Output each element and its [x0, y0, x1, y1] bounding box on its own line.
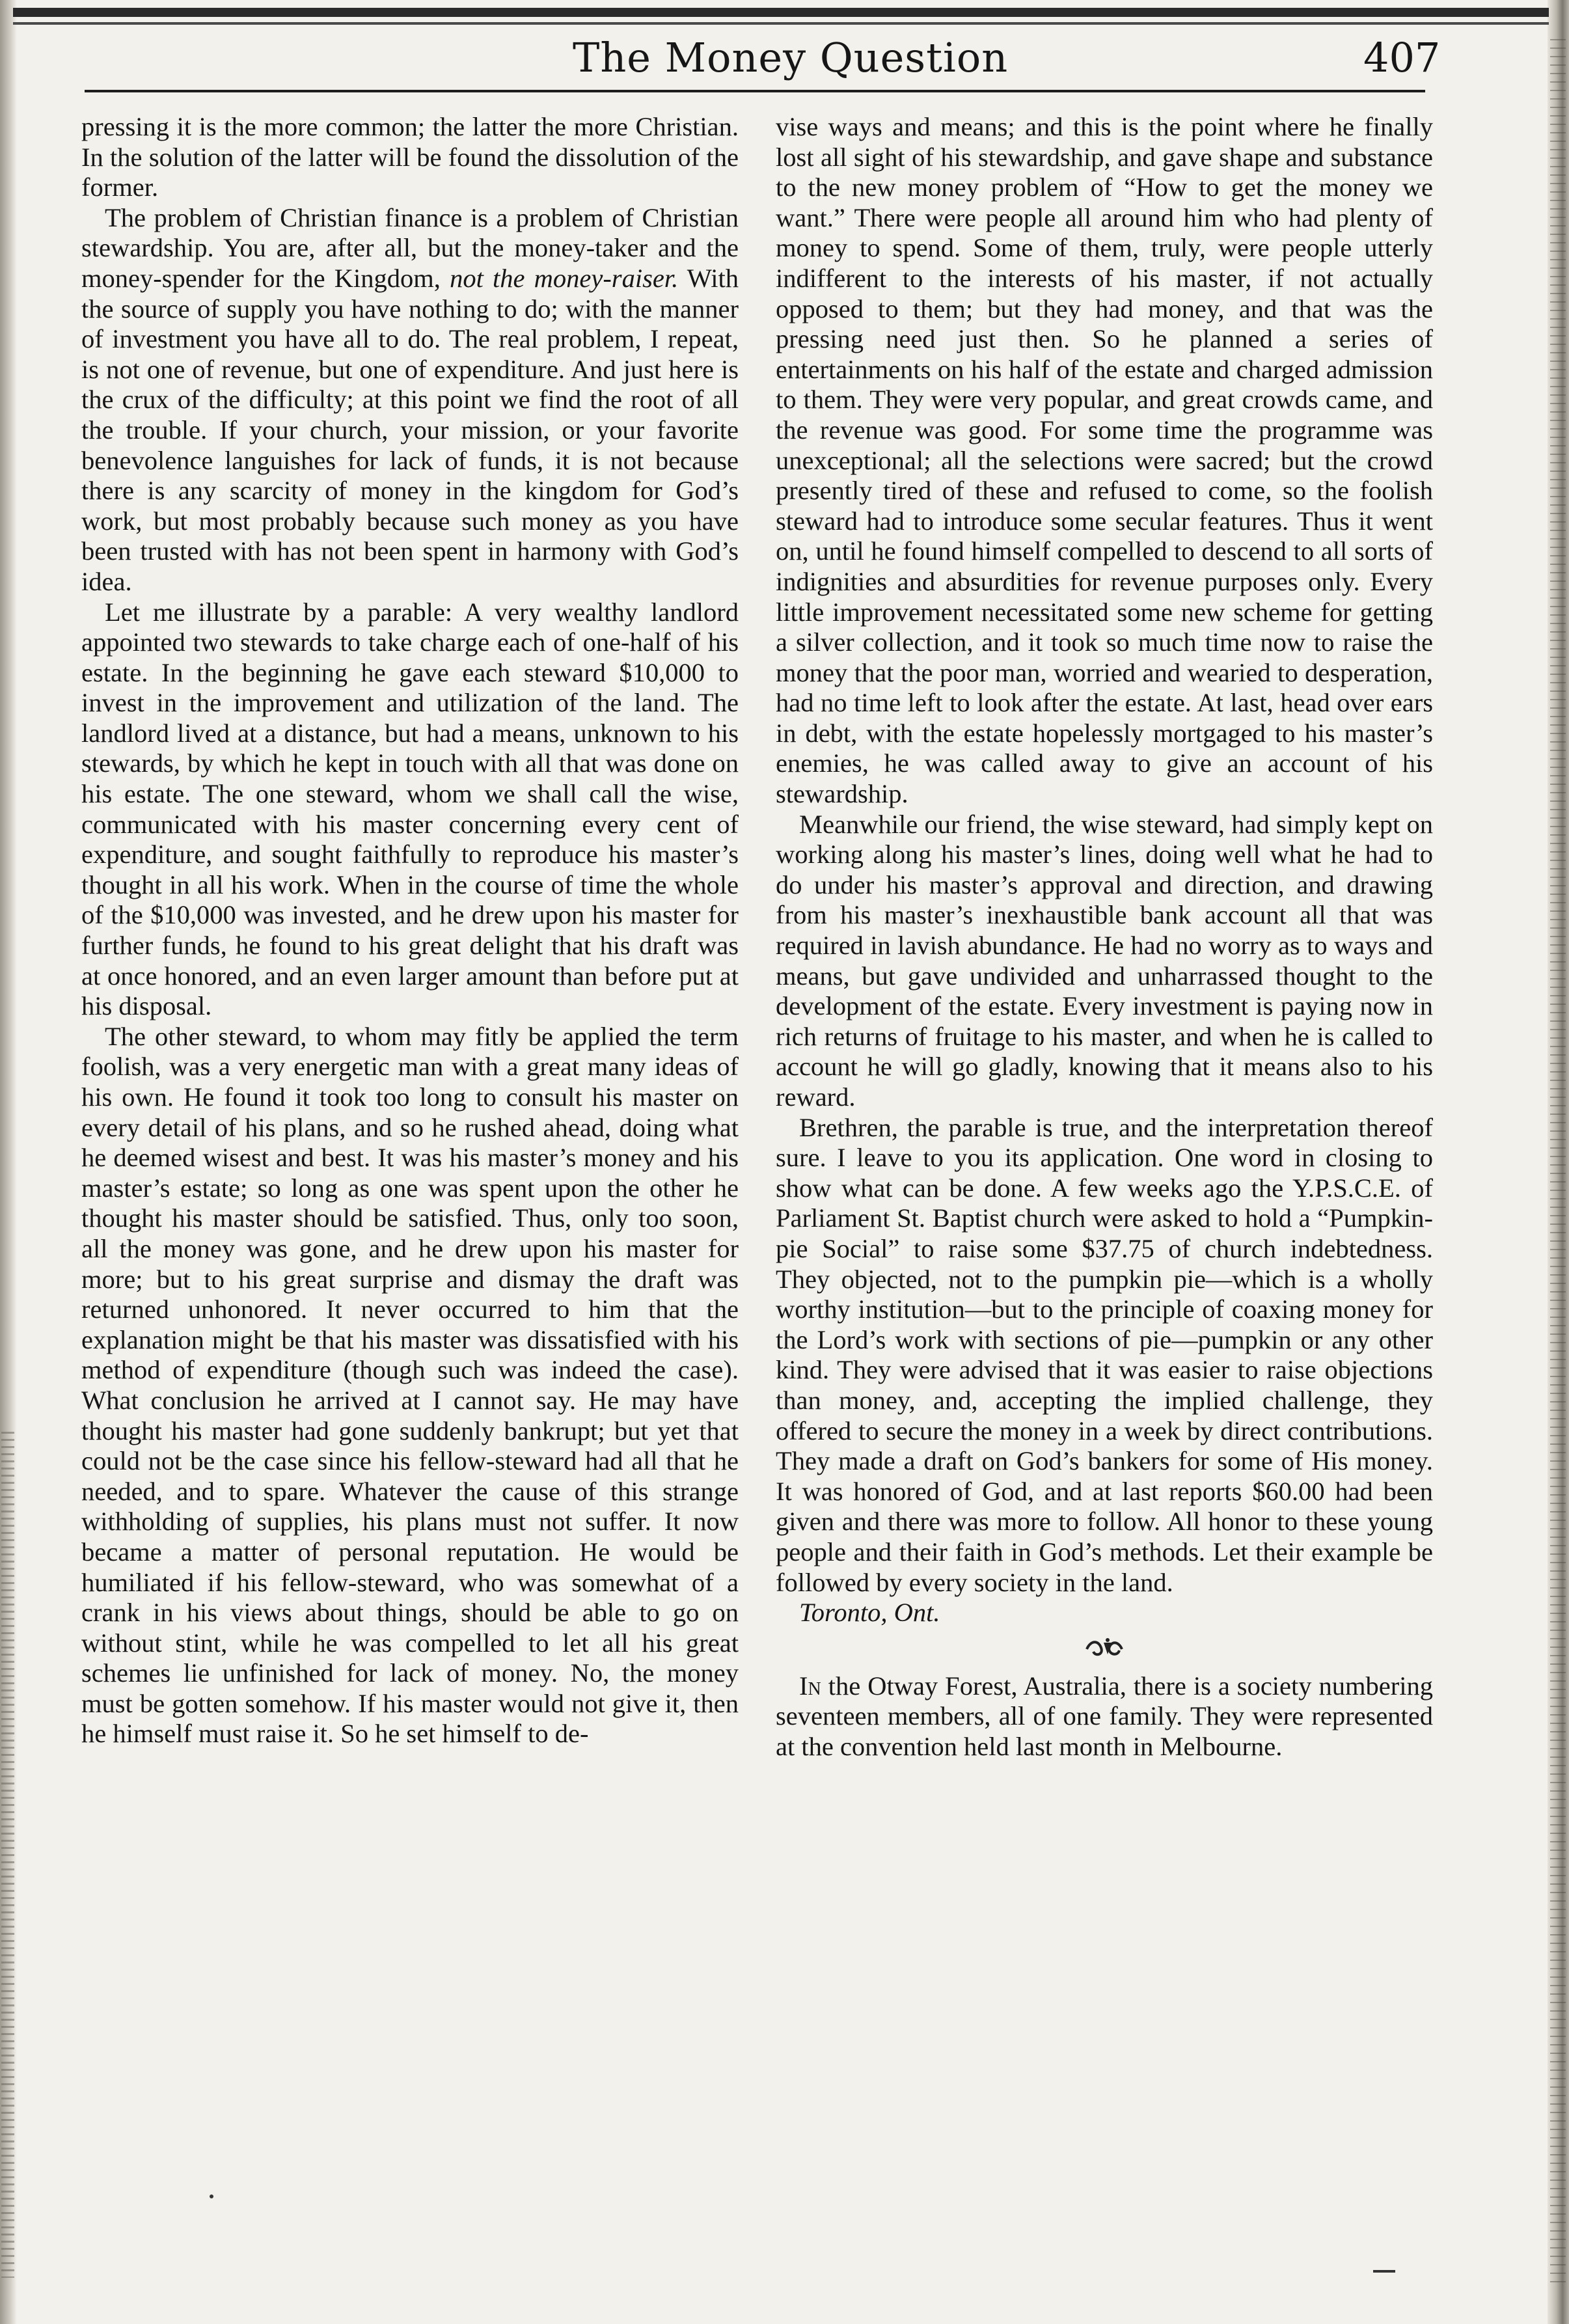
floral-ornament-icon [776, 1635, 1433, 1663]
running-title: The Money Question [573, 34, 1009, 81]
paragraph: pressing it is the more common; the latter the more Christian. In the solution of the latter will be found the dissolution of the former. [81, 112, 739, 202]
paragraph-text: the Otway Forest, Australia, there is a society numbering seventeen members, all of one family. They were represented at the convention held last month in Melbourne. [776, 1671, 1433, 1761]
paragraph [81, 203, 739, 597]
print-mark [1373, 2270, 1395, 2273]
paragraph-text: With the source of supply you have nothing to do; with the manner of investment you have all to do. The real problem, I repeat, is not one of revenue, but one of expenditure. And just here is the crux of the difficulty; at this point we find the root of all the trouble. If your church, your mission, or your favorite benevolence languishes for lack of funds, it is not because there is any scarcity of money in the kingdom for God’s work, but most probably because such money as you have been trusted with has not been spent in harmony with God’s idea. [81, 263, 739, 596]
page-number: 407 [1363, 34, 1441, 81]
paragraph: vise ways and means; and this is the point where he finally lost all sight of his stewardship, and gave shape and substance to the new money problem of “How to get the money we want.” There were people all around him who had plenty of money to spend. Some of them, truly, were people utterly indifferent to the interests of his master, if not actually opposed to them; but they had money, and that was the pressing need just then. So he planned a series of entertainments on his half of the estate and charged admission to them. They were very popular, and great crowds came, and the revenue was good. For some time the programme was unexceptional; all the selections were sacred; but the crowd presently tired of these and refused to come, so the foolish steward had to introduce some secular features. Thus it went on, until he found himself compelled to descend to all sorts of indignities and absurdities for revenue purposes only. Every little improvement necessitated some new scheme for getting a silver collection, and it took so much time now to raise the money that the poor man, worried and wearied to desperation, had no time left to look after the estate. At last, head over ears in debt, with the estate hopelessly mortgaged to his master’s enemies, he was called away to give an account of his stewardship. [776, 112, 1433, 809]
right-column [776, 112, 1433, 2142]
paragraph-lead-word: In [799, 1671, 821, 1701]
italic-phrase: not the money-raiser. [450, 263, 679, 293]
paragraph-text: The problem of Christian finance is a problem of Christian stewardship. You are, after all, but the money-taker and the money-spender for the Kingdom, [81, 202, 739, 293]
left-column [81, 112, 739, 2142]
binding-texture-right [1550, 39, 1566, 2284]
paragraph [776, 1671, 1433, 1762]
paragraph: Brethren, the parable is true, and the interpretation thereof sure. I leave to you its application. One word in closing to show what can be done. A few weeks ago the Y.P.S.C.E. of Parliament St. Baptist church were asked to hold a “Pumpkin-pie Social” to raise some $37.75 of church indebtedness. They objected, not to the pumpkin pie—which is a wholly worthy institution—but to the principle of coaxing money for the Lord’s work with sections of pie—pumpkin or any other kind. They were advised that it was easier to raise objections than money, and, accepting the implied challenge, they offered to secure the money in a week by direct contributions. They made a draft on God’s bankers for some of His money. It was honored of God, and at last reports $60.00 had been given and there was more to follow. All honor to these young people and their faith in God’s methods. Let their example be followed by every society in the land. [776, 1112, 1433, 1597]
print-speck [210, 2194, 213, 2198]
paragraph: The other steward, to whom may fitly be applied the term foolish, was a very energetic man with a great many ideas of his own. He found it took too long to consult his master on every detail of his plans, and so he rushed ahead, doing what he deemed wisest and best. It was his master’s money and his master’s estate; so long as one was spent upon the other he thought his master should be satisfied. Thus, only too soon, all the money was gone, and he drew upon his master for more; but to his great surprise and dismay the draft was returned unhonored. It never occurred to him that the explanation might be that his master was dissatisfied with his method of expenditure (though such was indeed the case). What conclusion he arrived at I cannot say. He may have thought his master had gone suddenly bankrupt; but yet that could not be the case since his fellow-steward had all that he needed, and to spare. Whatever the cause of this strange withholding of supplies, his plans must not suffer. It now became a matter of personal reputation. He would be humiliated if his fellow-steward, who was somewhat of a crank in his views about things, should be able to go on without stint, while he was compelled to let all his great schemes lie unfinished for lack of money. No, the money must be gotten somehow. If his master would not give it, then he himself must raise it. So he set himself to de- [81, 1021, 739, 1749]
binding-texture-left [1, 1432, 14, 2278]
paragraph: Meanwhile our friend, the wise steward, had simply kept on working along his master’s lines, doing well what he had to do under his master’s approval and direction, and drawing from his master’s inexhaustible bank account all that was required in lavish abundance. He had no worry as to ways and means, but gave undivided and unharrassed thought to the development of the estate. Every investment is paying now in rich returns of fruitage to his master, and when he is called to account he will go gladly, knowing that it means also to his reward. [776, 809, 1433, 1112]
top-border-rule-thin [13, 22, 1549, 25]
header-rule [85, 90, 1425, 92]
signature-line: Toronto, Ont. [799, 1598, 940, 1628]
paragraph: Let me illustrate by a parable: A very wealthy landlord appointed two stewards to take charge each of one-half of his estate. In the beginning he gave each steward $10,000 to invest in the improvement and utilization of the land. The landlord lived at a distance, but had a means, unknown to his stewards, by which he kept in touch with all that was done on his estate. The one steward, whom we shall call the wise, communicated with his master concerning every cent of expenditure, and sought faithfully to reproduce his master’s thought in all his work. When in the course of time the whole of the $10,000 was invested, and he drew upon his master for further funds, he found to his great delight that his draft was at once honored, and an even larger amount than before put at his disposal. [81, 597, 739, 1021]
top-border-rule [13, 8, 1549, 17]
